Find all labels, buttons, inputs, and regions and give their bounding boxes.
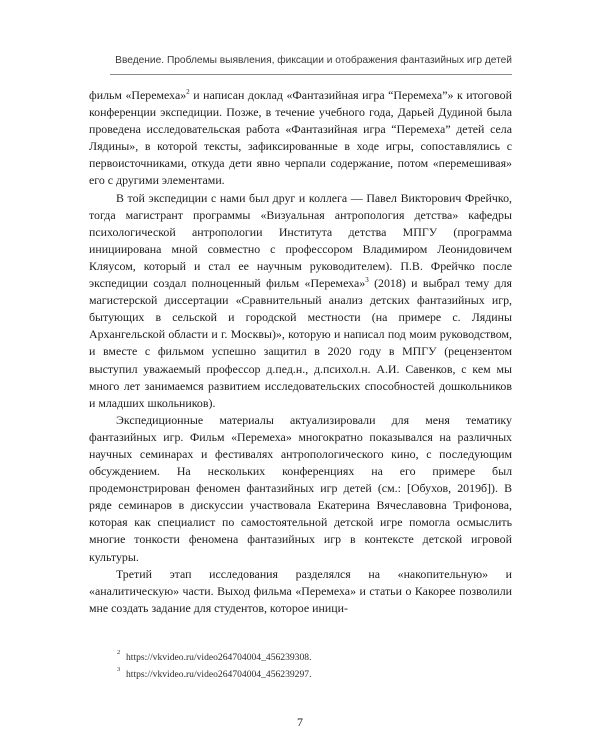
footnote-link[interactable]: https://vkvideo.ru/video264704004_456239308.: [126, 652, 312, 663]
paragraph-2-text-a: В той экспедиции с нами был друг и коллега — Павел Викторович Фрейчко, тогда магистрант программы «Визуальная антропология детства» кафедры психологической антропологии Института детства МПГУ (программа инициирована мной совместно с профессором Владимиром Леонидовичем Кляусом, который и стал ее научным руководителем). П.В. Фрейчко после экспедиции создал полноценный фильм «Перемеха»: [89, 190, 512, 291]
header-rule: [110, 74, 512, 75]
paragraph-2: [89, 190, 512, 412]
paragraph-2-text-b: (2018) и выбрал тему для магистерской диссертации «Сравнительный анализ детских фантазийных игр, бытующих в сельской и городской местности (на примере с. Лядины Архангельской области и г. Москвы)», которую и написал под моим руководством, и вместе с фильмом успешно защитил в 2020 году в МПГУ (рецензентом выступил уважаемый профессор д.пед.н., д.психол.н. А.И. Савенков, с кем мы много лет занимаемся развитием исследовательских способностей дошкольников и младших школьников).: [89, 276, 512, 410]
paragraph-1-text-b: и написан доклад «Фантазийная игра “Перемеха”» к итоговой конференции экспедиции. Позже, в течение учебного года, Дарьей Дудиной была проведена исследовательская работа «Фантазийная игра “Перемеха” детей села Лядины», в которой тексты, зафиксированные в ходе игры, сопоставлялись с первоисточниками, откуда дети явно черпали содержание, потом «перемешивая» его с другими элементами.: [89, 88, 512, 188]
paragraph-1: [89, 87, 512, 190]
footnote-link[interactable]: https://vkvideo.ru/video264704004_456239297.: [126, 669, 312, 680]
paragraph-1-text-a: фильм «Перемеха»: [89, 88, 187, 102]
footnote-ref-2: 2: [186, 88, 190, 97]
page-number: 7: [297, 715, 303, 729]
footnote-2: [89, 649, 512, 669]
footnote-ref-3: 3: [365, 276, 369, 285]
page-body: [89, 87, 512, 617]
running-head: Введение. Проблемы выявления, фиксации и отображения фантазийных игр детей: [115, 55, 512, 66]
footnote-3: [89, 666, 512, 686]
paragraph-4: Третий этап исследования разделялся на «накопительную» и «аналитическую» части. Выход фильма «Перемеха» и статьи о Какорее позволили мне создать задание для студентов, которое иници-: [89, 566, 512, 615]
footnote-mark: 2: [117, 649, 121, 656]
footnotes: [89, 649, 512, 686]
paragraph-3: Экспедиционные материалы актуализировали для меня тематику фантазийных игр. Фильм «Перемеха» многократно показывался на различных научных семинарах и фестивалях антропологического кино, с последующим обсуждением. На нескольких конференциях на его примере был продемонстрирован феномен фантазийных игр детей (см.: [Обухов, 2019б]). В ряде семинаров в дискуссии участвовала Екатерина Вячеславовна Трифонова, которая как специалист по самостоятельной детской игре помогла осмыслить многие тонкости феномена фантазийных игр в контексте детской игровой культуры.: [89, 412, 512, 564]
footnote-mark: 3: [117, 666, 121, 673]
